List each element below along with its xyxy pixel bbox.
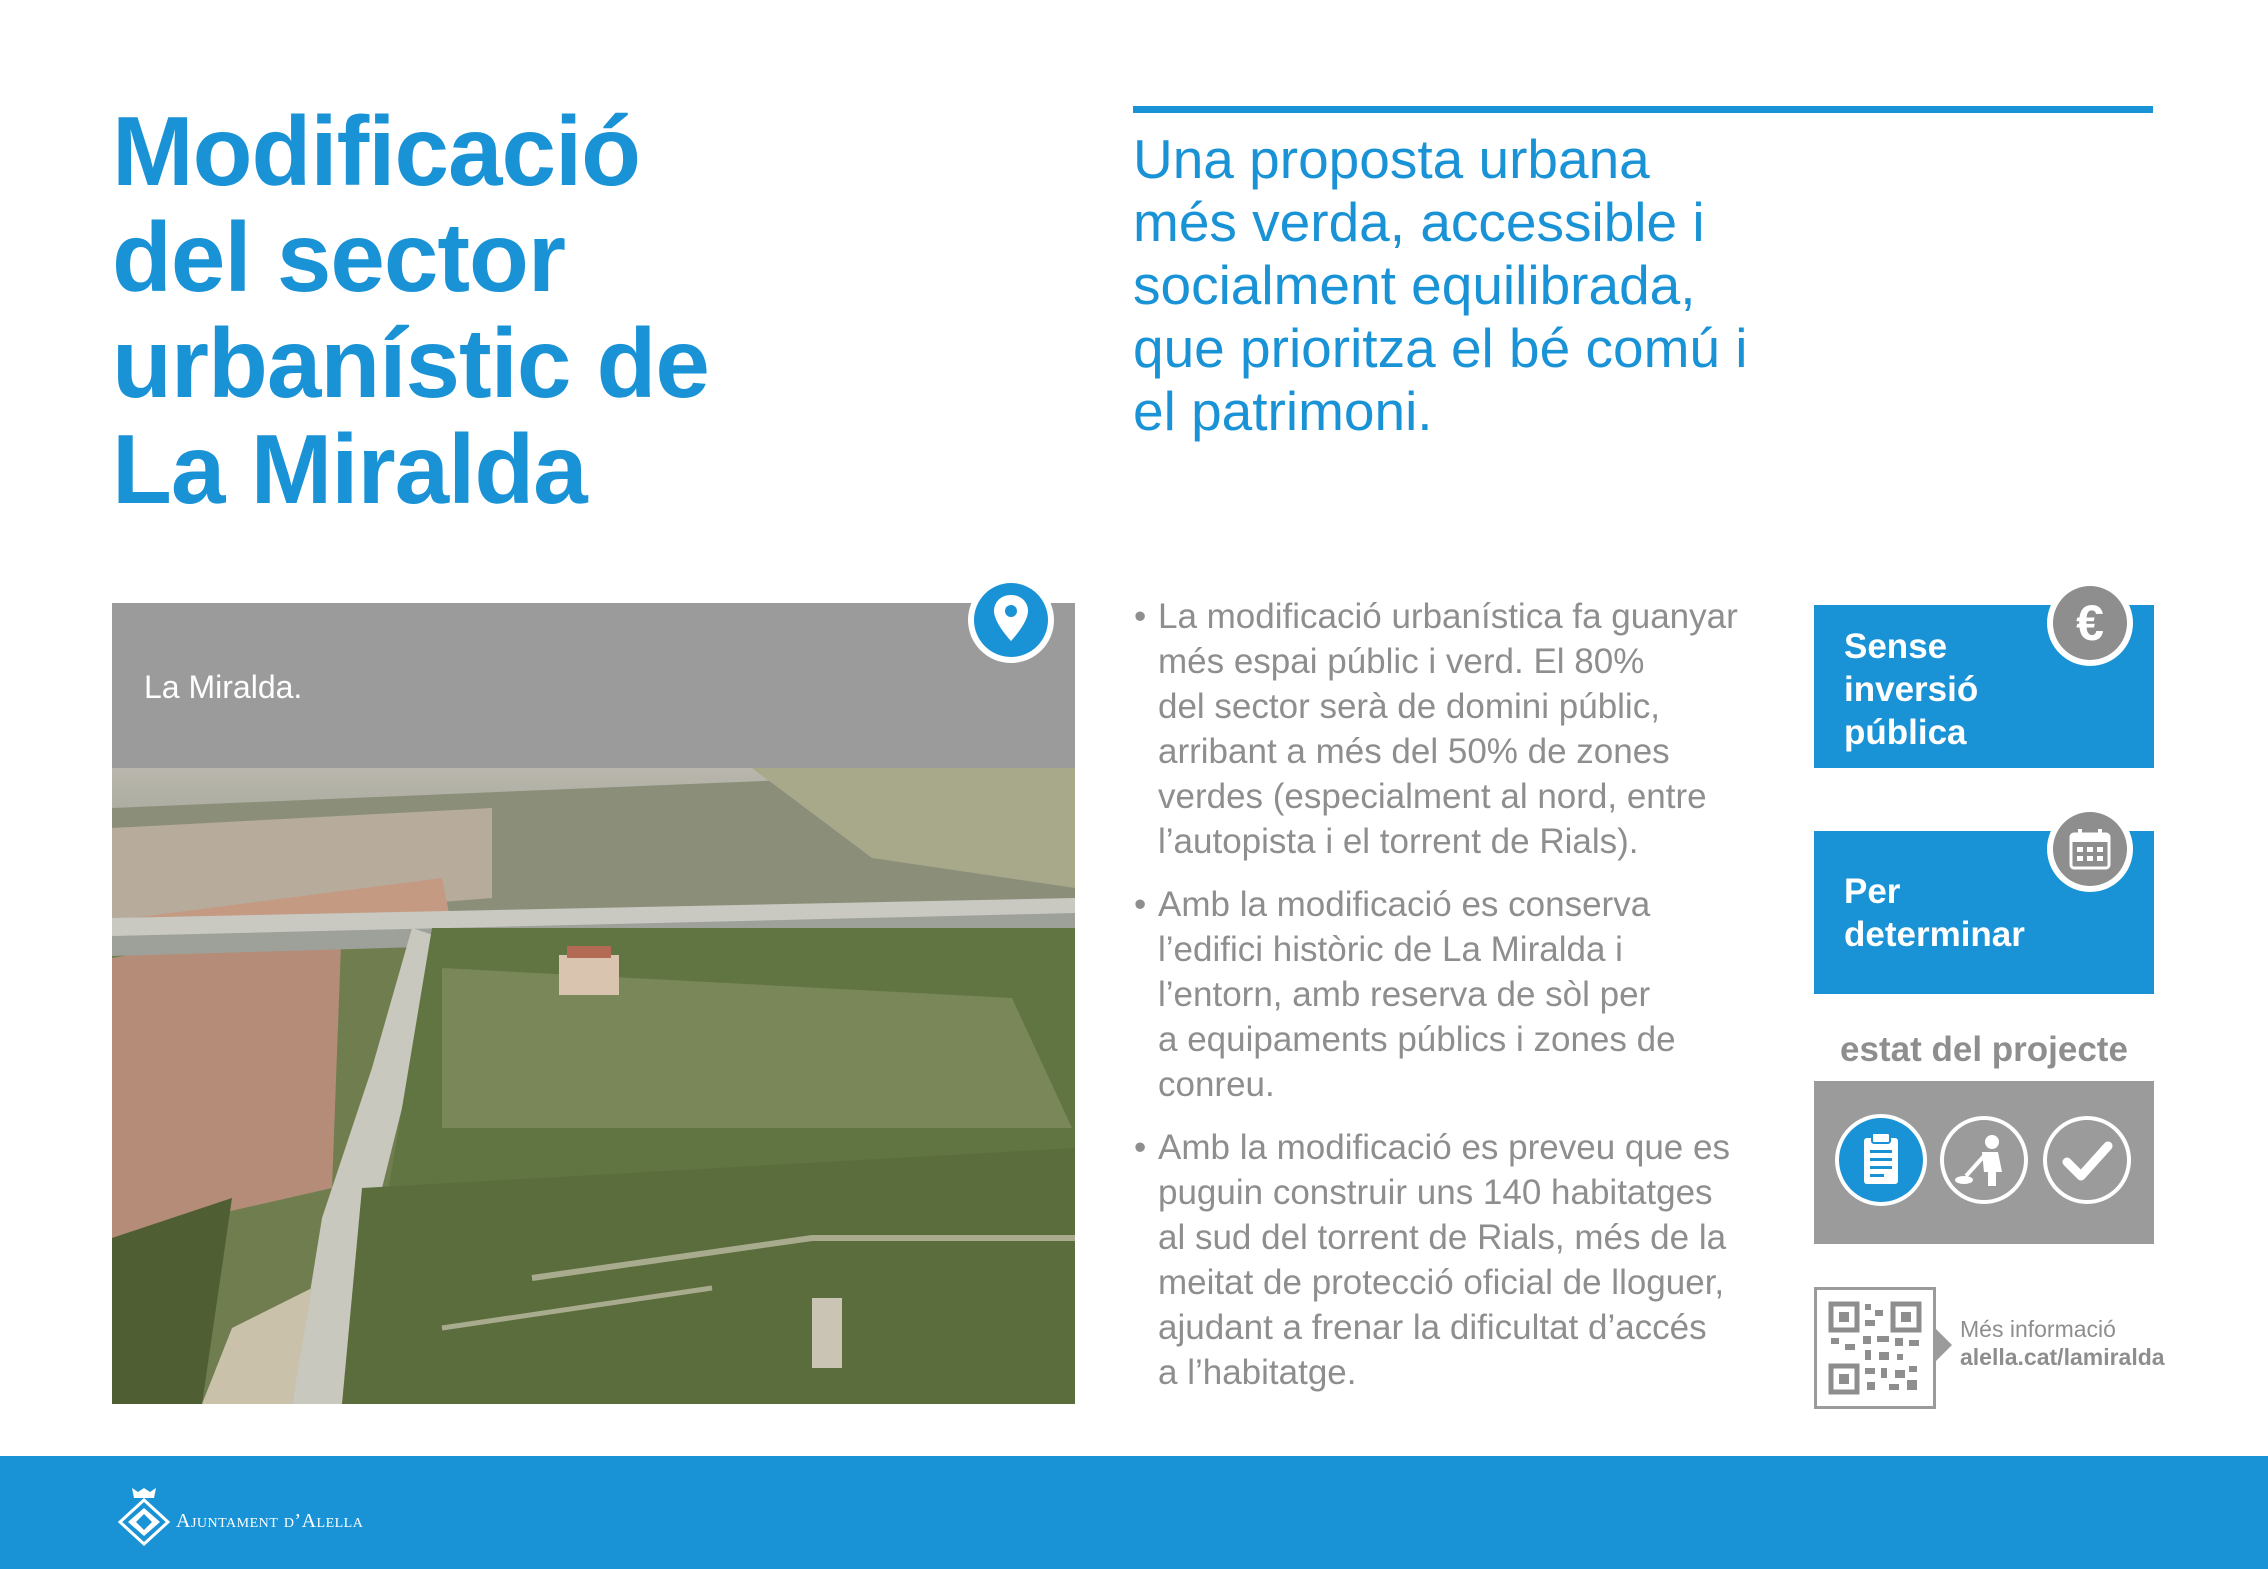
list-item: [1134, 1125, 1794, 1395]
footer-org-name: Ajuntament d’Alella: [176, 1510, 364, 1532]
status-panel: [1814, 1081, 2154, 1244]
bullet-marker: •: [1134, 597, 1147, 636]
title-line: del sector: [112, 202, 565, 312]
bullet-line: meitat de protecció oficial de lloguer,: [1158, 1263, 1725, 1302]
bullet-line: l’autopista i el torrent de Rials).: [1158, 822, 1639, 861]
clipboard-icon: [1835, 1114, 1927, 1206]
caption-band: [112, 603, 1075, 768]
bullet-line: més espai públic i verd. El 80%: [1158, 642, 1645, 681]
euro-symbol: €: [2076, 595, 2104, 651]
bullet-line: conreu.: [1158, 1065, 1275, 1104]
location-pin-icon: [968, 577, 1054, 663]
footer-bar: [0, 1456, 2268, 1569]
bullet-line: ajudant a frenar la dificultat d’accés: [1158, 1308, 1707, 1347]
ajuntament-logo: [116, 1486, 172, 1546]
bullet-marker: •: [1134, 885, 1147, 924]
investment-line: Sense: [1844, 627, 1948, 666]
bullet-line: l’edifici històric de La Miralda i: [1158, 930, 1623, 969]
checkmark-icon: [2041, 1114, 2133, 1206]
euro-icon: [2047, 580, 2133, 666]
more-info-label: Més informació: [1960, 1316, 2116, 1342]
bullet-line: arribant a més del 50% de zones: [1158, 732, 1670, 771]
bullet-line: puguin construir uns 140 habitatges: [1158, 1173, 1713, 1212]
subtitle-line: socialment equilibrada,: [1133, 254, 1696, 316]
subtitle-rule: [1133, 106, 2153, 113]
photo-caption: La Miralda.: [144, 669, 303, 705]
worker-icon: [1938, 1114, 2030, 1206]
page-title: [112, 98, 1012, 522]
aerial-photo: [112, 768, 1075, 1404]
title-line: La Miralda: [112, 414, 587, 524]
qr-code[interactable]: [1814, 1287, 1936, 1409]
list-item: [1134, 882, 1794, 1107]
bullet-line: l’entorn, amb reserva de sòl per: [1158, 975, 1651, 1014]
subtitle-line: Una proposta urbana: [1133, 128, 1650, 190]
qr-pattern: [1817, 1290, 1933, 1406]
schedule-line: Per: [1844, 872, 1901, 911]
title-line: urbanístic de: [112, 308, 709, 418]
bullet-line: al sud del torrent de Rials, més de la: [1158, 1218, 1727, 1257]
subtitle: [1133, 128, 2153, 443]
more-info: [1960, 1315, 2165, 1371]
more-info-link[interactable]: alella.cat/lamiralda: [1960, 1344, 2165, 1370]
bullet-list: [1134, 594, 1794, 1413]
subtitle-line: més verda, accessible i: [1133, 191, 1705, 253]
qr-pointer: [1934, 1327, 1952, 1363]
calendar-glyph: [2068, 827, 2112, 871]
bullet-marker: •: [1134, 1128, 1147, 1167]
schedule-line: determinar: [1844, 915, 2025, 954]
bullet-line: a l’habitatge.: [1158, 1353, 1357, 1392]
bullet-line: del sector serà de domini públic,: [1158, 687, 1660, 726]
bullet-line: Amb la modificació es preveu que es: [1158, 1128, 1730, 1167]
status-label: estat del projecte: [1840, 1030, 2128, 1069]
subtitle-line: el patrimoni.: [1133, 380, 1433, 442]
list-item: [1134, 594, 1794, 864]
bullet-line: La modificació urbanística fa guanyar: [1158, 597, 1738, 636]
subtitle-line: que prioritza el bé comú i: [1133, 317, 1748, 379]
bullet-line: a equipaments públics i zones de: [1158, 1020, 1676, 1059]
bullet-line: verdes (especialment al nord, entre: [1158, 777, 1707, 816]
calendar-icon: [2047, 806, 2133, 892]
investment-line: inversió: [1844, 670, 1979, 709]
title-line: Modificació: [112, 96, 641, 206]
photo-panel: [112, 603, 1075, 1404]
bullet-line: Amb la modificació es conserva: [1158, 885, 1651, 924]
investment-line: pública: [1844, 713, 1967, 752]
